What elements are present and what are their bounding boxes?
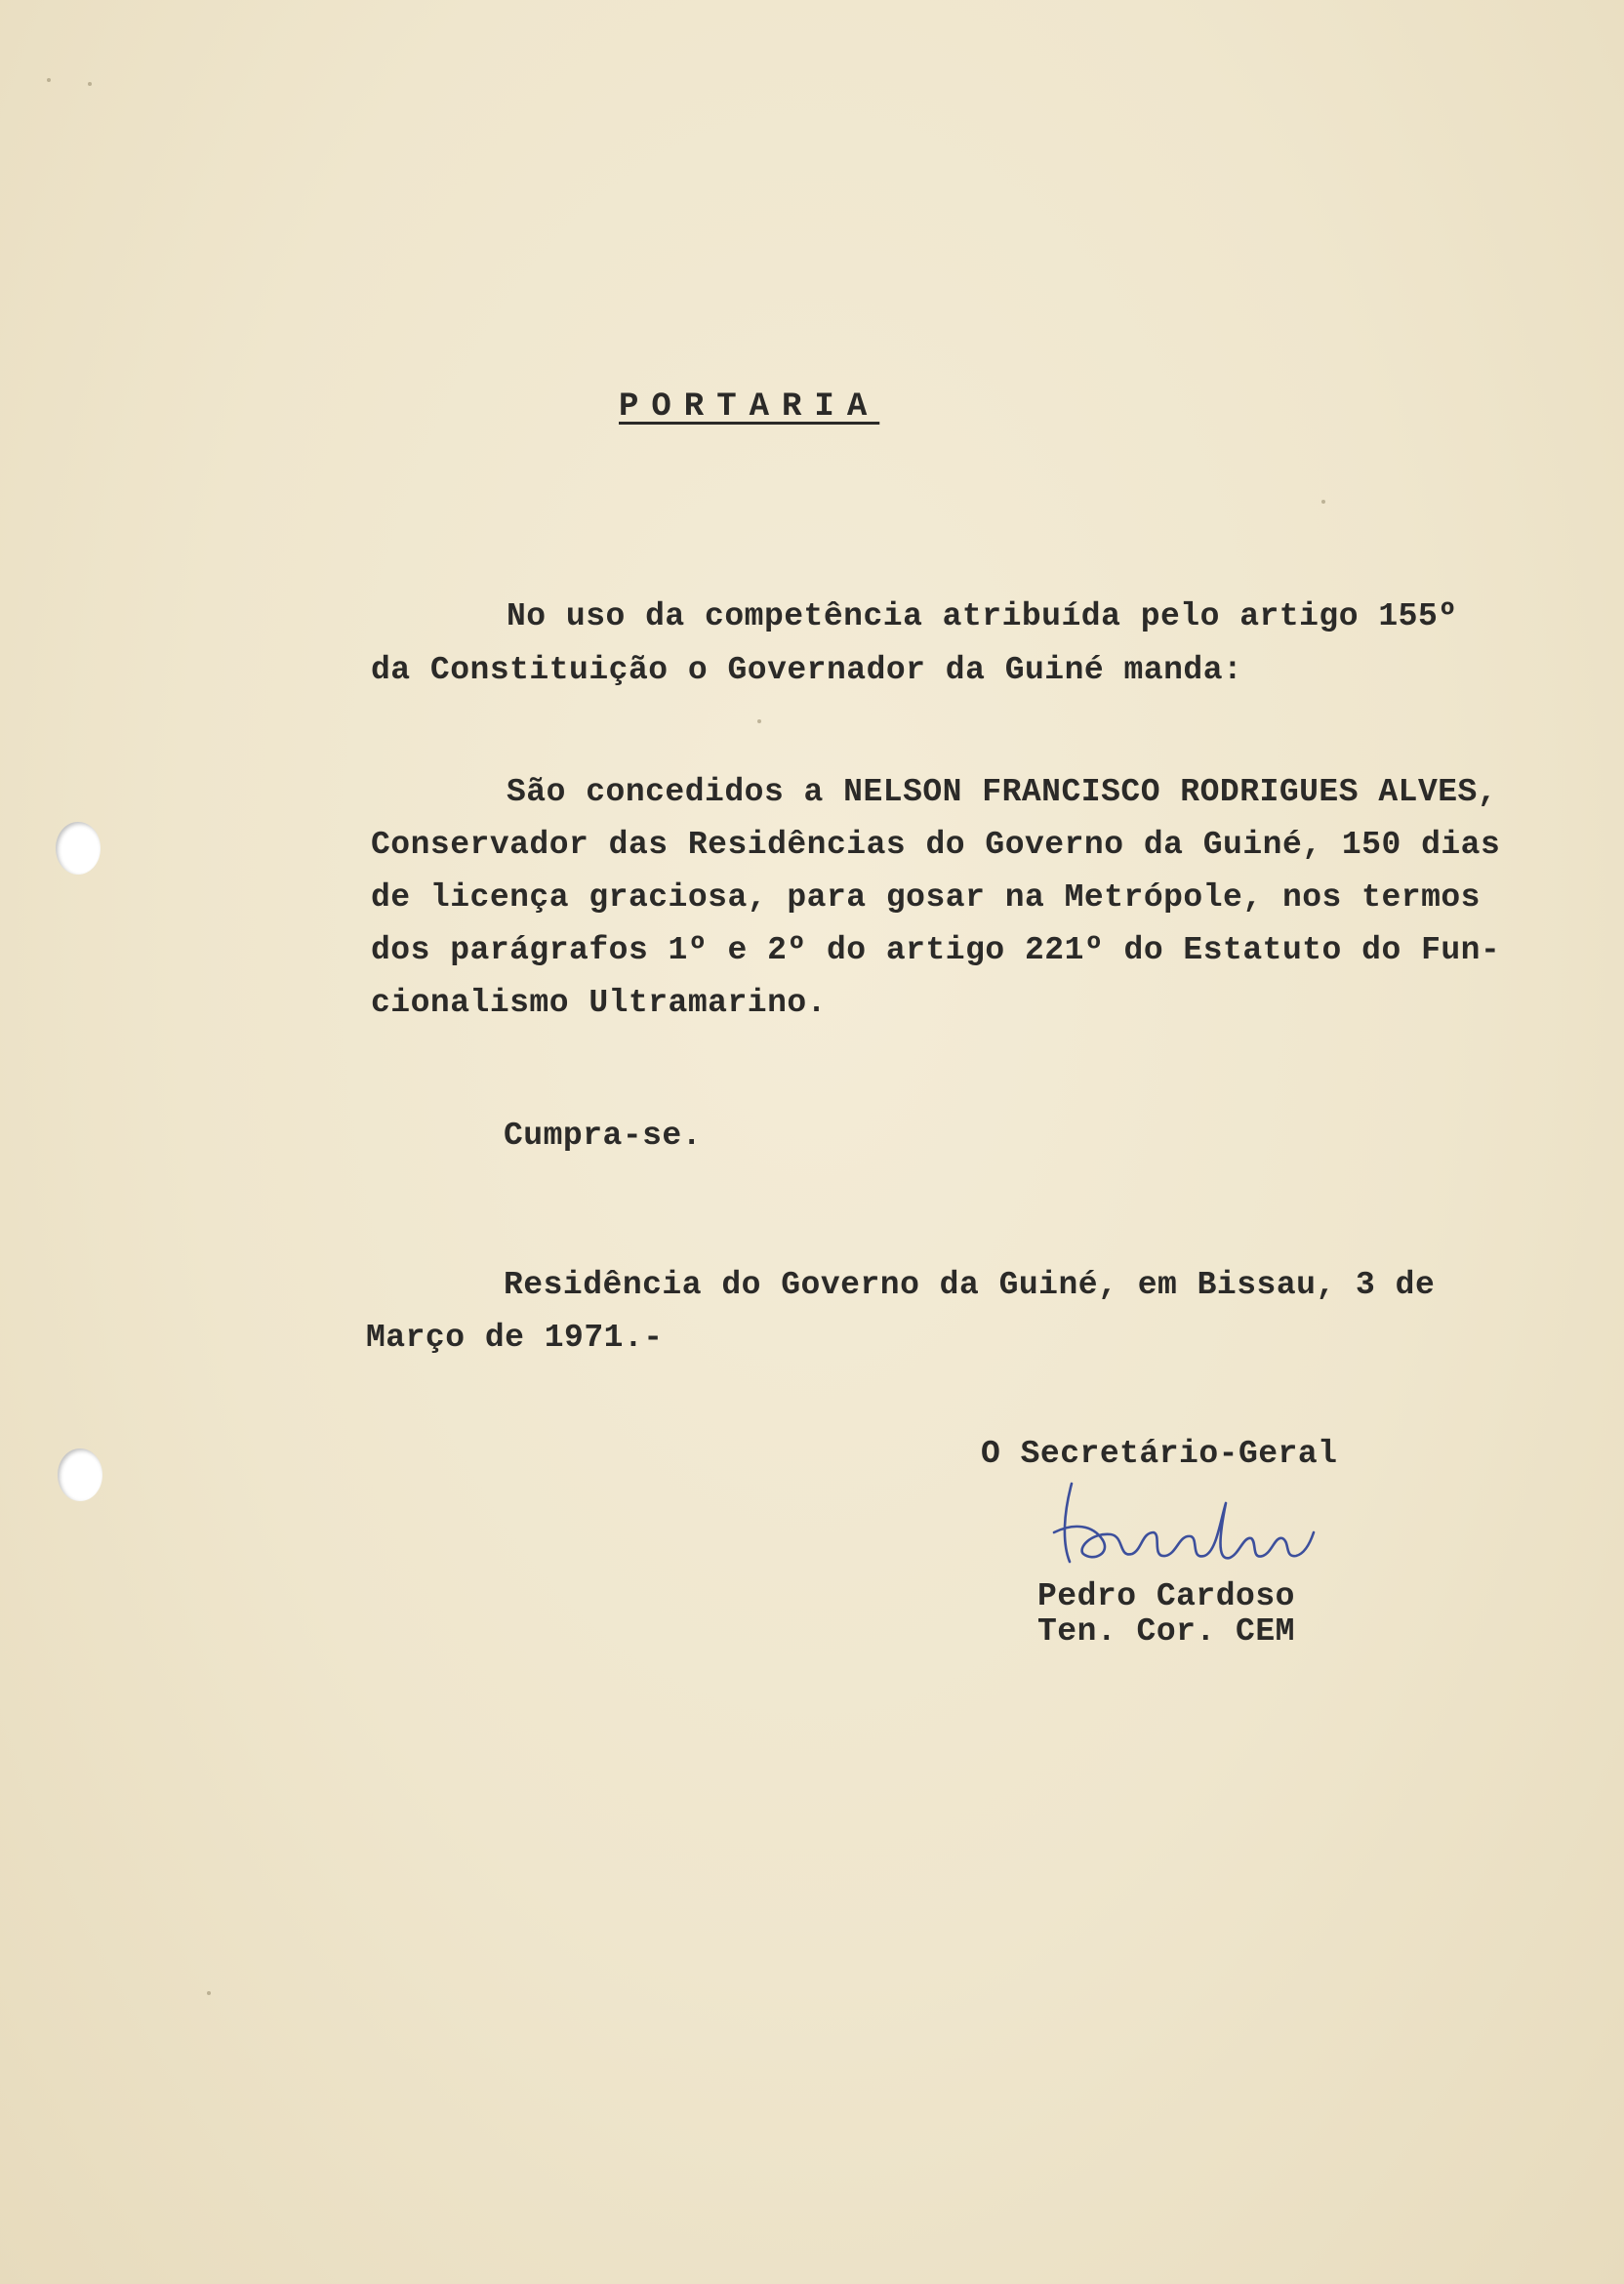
document-title: PORTARIA <box>619 388 880 426</box>
paper-speck <box>88 82 92 86</box>
signatory-rank: Ten. Cor. CEM <box>1037 1613 1295 1650</box>
paper-speck <box>1321 500 1325 504</box>
place-date-line-2: Março de 1971.- <box>366 1320 664 1356</box>
order-text: Cumpra-se. <box>504 1118 703 1154</box>
body-line-5: cionalismo Ultramarino. <box>371 985 827 1021</box>
paper-speck <box>207 1991 211 1995</box>
intro-line-2: da Constituição o Governador da Guiné manda: <box>371 652 1243 688</box>
paper-speck <box>757 719 761 723</box>
place-date-line-1: Residência do Governo da Guiné, em Bissau, 3 de <box>504 1267 1436 1303</box>
body-line-4: dos parágrafos 1º e 2º do artigo 221º do Estatuto do Fun- <box>371 932 1501 968</box>
body-line-3: de licença graciosa, para gosar na Metrópole, nos termos <box>371 879 1481 916</box>
signatory-name: Pedro Cardoso <box>1037 1578 1295 1614</box>
paper-speck <box>47 78 51 82</box>
body-line-2: Conservador das Residências do Governo da Guiné, 150 dias <box>371 827 1501 863</box>
body-line-1: São concedidos a NELSON FRANCISCO RODRIGUES ALVES, <box>507 774 1498 810</box>
punch-hole-upper <box>56 822 101 875</box>
punch-hole-lower <box>58 1448 102 1501</box>
intro-line-1: No uso da competência atribuída pelo artigo 155º <box>507 598 1458 634</box>
handwritten-signature <box>1035 1464 1327 1581</box>
signatory-role: O Secretário-Geral <box>981 1436 1338 1472</box>
